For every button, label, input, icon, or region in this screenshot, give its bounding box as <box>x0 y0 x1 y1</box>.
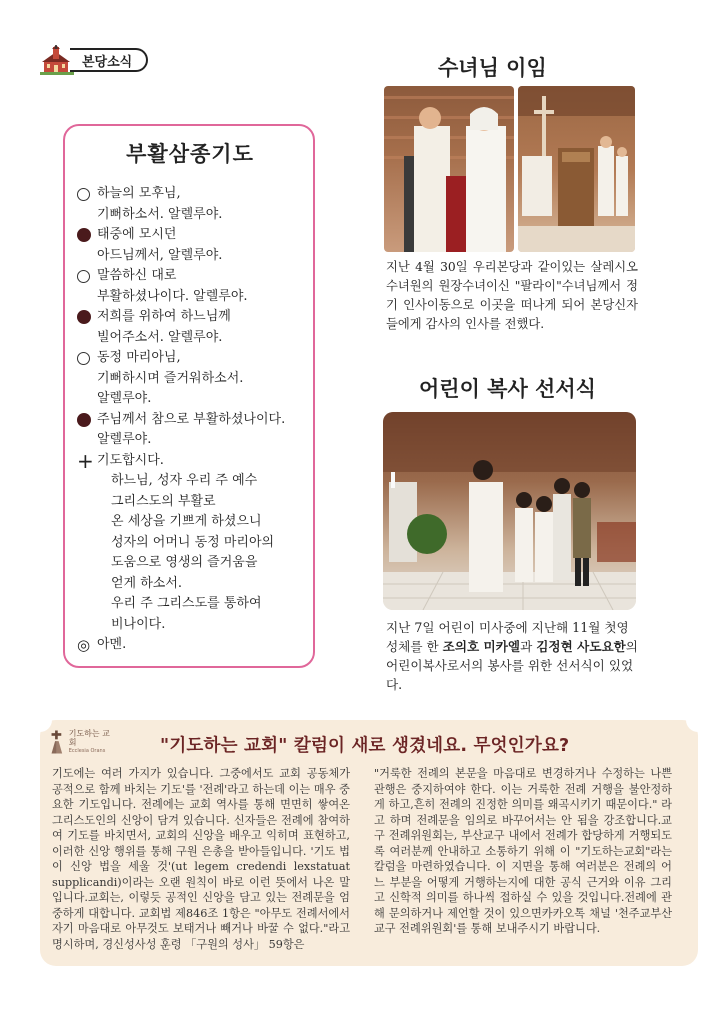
open-circle-icon <box>77 184 97 205</box>
prayer-line: 알렐루야. <box>97 391 152 406</box>
altar-server-name-1: 조의호 미카엘 <box>442 639 521 654</box>
column-text-left: 기도에는 여러 가지가 있습니다. 그중에서도 교회 공동체가 공적으로 함께 바치는 기도'를 '전례'라고 하는데 이는 매우 중요한 기도입니다. 전례에는 교회 역사를 통해 면면히 쌓여온 그리스도인의 신앙이 담겨 있습니다. 신자들은 전례에 참여하여 기도를 바치면서, 교회의 신앙을 배우고 익히며 표현하고, 이러한 신앙 행위를 통해 구원 은총을 받아들입니다. '기도 법이 신앙 법을 세울 것'(ut legem credendi lexstatuat supplicandi)이라는 오랜 원칙이 바로 이런 뜻에서 나온 말입니다.교회는, 이렇듯 공적인 신앙을 담고 있는 전례문을 엄중하게 대합니다. 교회법 제846조 1항은 "아무도 전례서에서 자기 마음대로 아무것도 보태거나 빼거나 바꿀 수 없다."라고 명시하며, 경신성사성 훈령 「구원의 성사」 59항은 <box>52 767 350 951</box>
prayer-line: 도움으로 영생의 즐거움을 <box>111 555 258 570</box>
open-circle-icon <box>77 266 97 287</box>
altar-server-photo <box>383 412 636 610</box>
prayer-line: 주님께서 참으로 부활하셨나이다. <box>77 410 303 431</box>
prayer-line: 동정 마리아님, <box>77 348 303 369</box>
prayer-line: 저희를 위하여 하느님께 <box>77 307 303 328</box>
section-tag-label: 본당소식 <box>70 48 148 72</box>
prayer-line: 얻게 하소서. <box>111 575 183 591</box>
altar-section-caption: 지난 7일 어린이 미사중에 지난해 11월 첫영성체를 한 조의호 미카엘과 김정현 사도요한의 어린이복사로서의 봉사를 위한 선서식이 있었다. <box>386 620 638 692</box>
nun-photo-right <box>518 86 635 252</box>
prayer-line: 성자의 어머니 동정 마리아의 <box>111 534 275 550</box>
prayer-line: 온 세상을 기쁘게 하셨으니 <box>111 514 262 529</box>
prayer-line: 하늘의 모후님, <box>77 184 303 205</box>
prayer-line: 알렐루야. <box>97 432 152 447</box>
prayer-line: 그리스도의 부활로 <box>111 493 216 509</box>
column-box <box>40 720 698 966</box>
prayer-line: ◎ 아멘. <box>77 636 127 654</box>
nun-section-caption: 지난 4월 30일 우리본당과 같이있는 살레시오 수녀원의 원장수녀이신 "팔라이"수녀님께서 정기 인사이동으로 이곳을 떠나게 되어 본당신자들에게 감사의 인사를 전했다. <box>386 260 638 331</box>
column-logo <box>48 727 112 757</box>
nun-photo-left <box>384 86 514 252</box>
prayer-title: 부활삼종기도 <box>126 142 254 166</box>
prayer-line: 기뻐하소서. 알렐루야. <box>97 206 223 222</box>
church-icon <box>40 45 74 75</box>
prayer-line: 하느님, 성자 우리 주 예수 <box>111 473 258 488</box>
prayer-line: 아드님께서, 알렐루야. <box>97 247 223 263</box>
section-tag <box>40 46 148 74</box>
altar-server-name-2: 김정현 사도요한 <box>536 639 626 654</box>
prayer-line: + 기도합시다. <box>77 448 164 473</box>
double-circle-icon: ◎ <box>77 636 91 654</box>
prayer-line: 우리 주 그리스도를 통하여 <box>111 596 262 611</box>
prayer-line: 태중에 모시던 <box>77 225 303 246</box>
open-circle-icon <box>77 348 97 369</box>
prayer-line: 말씀하신 대로 <box>77 266 303 287</box>
filled-circle-icon <box>77 410 97 431</box>
prayer-line: 빌어주소서. 알렐루야. <box>97 329 223 345</box>
filled-circle-icon <box>77 225 97 246</box>
column-text-right: "거룩한 전례의 본문을 마음대로 변경하거나 수정하는 나쁜 관행은 중지하여야 한다. 이는 거룩한 전례 거행을 불안정하게 하고,흔히 전례의 진정한 의미를 왜곡시키기 때문이다." 라고 하며 전례문을 임의로 바꾸어서는 안 됨을 강조합니다.교구 전례위원회는, 부산교구 내에서 전례가 합당하게 거행되도록 여러분께 안내하고 소통하기 위해 이 "기도하는교회"라는 칼럼을 마련하였습니다. 이 지면을 통해 여러분은 전례의 어느 부분을 어떻게 거행하는지에 대한 공식 근거와 이유 그리고 신학적 의미를 하나씩 접하실 수 있을 것입니다.전례에 관해 문의하거나 제언할 것이 있으면카카오톡 채널 '천주교부산교구 전례위원회'를 통해 보내주시기 바랍니다. <box>374 767 672 935</box>
prayer-line: 부활하셨나이다. 알렐루야. <box>97 288 248 304</box>
column-logo-text: 기도하는 교회 <box>68 728 110 747</box>
filled-circle-icon <box>77 307 97 328</box>
prayer-line: 기뻐하시며 즐거워하소서. <box>97 370 244 386</box>
altar-section-title: 어린이 복사 선서식 <box>419 377 596 401</box>
prayer-line: 비나이다. <box>111 616 166 632</box>
cross-icon: + <box>77 448 94 473</box>
column-title: "기도하는 교회" 칼럼이 새로 생겼네요. 무엇인가요? <box>160 736 570 756</box>
nun-section-title: 수녀님 이임 <box>438 56 547 80</box>
prayer-box <box>63 124 315 668</box>
praying-hands-icon <box>48 729 66 755</box>
column-logo-sub: Ecclesia Orans <box>68 747 106 754</box>
